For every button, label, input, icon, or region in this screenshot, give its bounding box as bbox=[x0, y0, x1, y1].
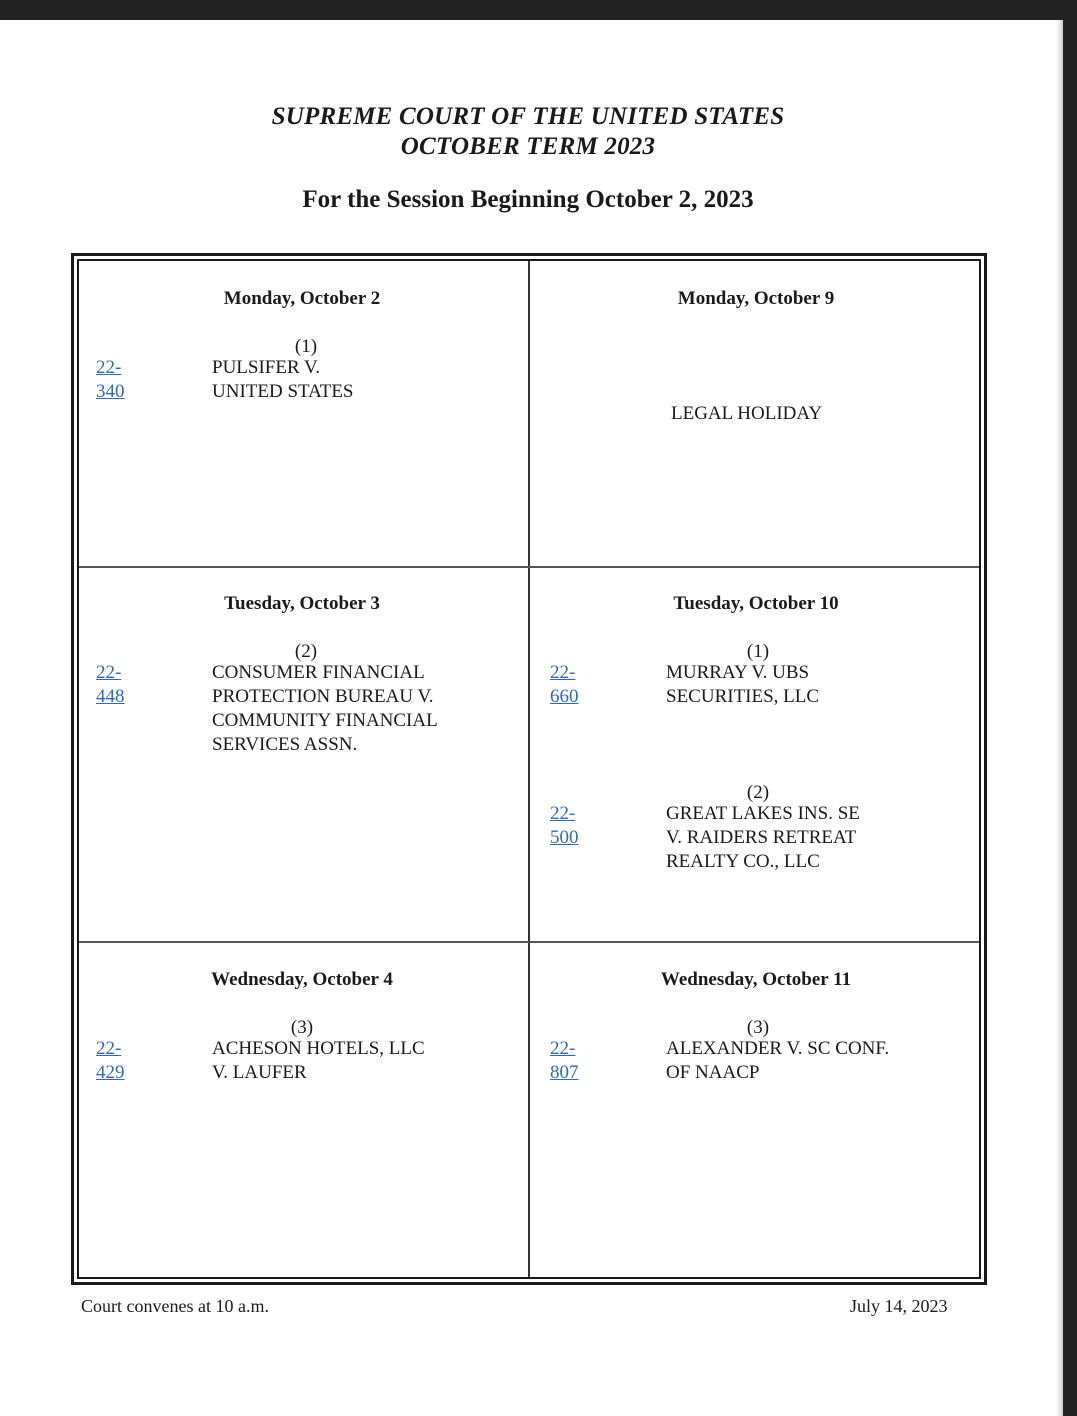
docket-link-22-429[interactable]: 22-429 bbox=[96, 1038, 125, 1083]
row-divider-2 bbox=[79, 941, 979, 943]
day-heading-mon-oct9: Monday, October 9 bbox=[677, 288, 835, 309]
column-divider bbox=[528, 261, 530, 1277]
day-heading-mon-oct2: Monday, October 2 bbox=[223, 288, 381, 309]
convene-time-note: Court convenes at 10 a.m. bbox=[81, 1296, 269, 1316]
docket-link-22-807[interactable]: 22-807 bbox=[550, 1038, 579, 1083]
viewer-top-bar bbox=[0, 0, 1077, 20]
docket-link-22-448[interactable]: 22-448 bbox=[96, 662, 125, 707]
court-title: SUPREME COURT OF THE UNITED STATES bbox=[271, 103, 785, 130]
publication-date: July 14, 2023 bbox=[850, 1296, 948, 1316]
argument-order: (1) bbox=[746, 641, 770, 662]
docket-link-22-660[interactable]: 22-660 bbox=[550, 662, 579, 707]
docket-link-22-340[interactable]: 22-340 bbox=[96, 357, 125, 402]
day-heading-wed-oct4: Wednesday, October 4 bbox=[211, 969, 393, 990]
argument-order: (3) bbox=[746, 1017, 770, 1038]
day-heading-wed-oct11: Wednesday, October 11 bbox=[660, 969, 852, 990]
case-name: PULSIFER V. UNITED STATES bbox=[212, 357, 354, 400]
argument-order: (2) bbox=[294, 641, 318, 662]
day-heading-tue-oct3: Tuesday, October 3 bbox=[224, 593, 380, 614]
argument-order: (3) bbox=[290, 1017, 314, 1038]
viewer-scrollbar[interactable] bbox=[1063, 0, 1077, 1416]
case-name: MURRAY V. UBS SECURITIES, LLC bbox=[666, 662, 820, 707]
legal-holiday-note: LEGAL HOLIDAY bbox=[671, 403, 823, 424]
day-heading-tue-oct10: Tuesday, October 10 bbox=[673, 593, 839, 614]
session-title: For the Session Beginning October 2, 2023 bbox=[302, 186, 754, 213]
case-name: GREAT LAKES INS. SE V. RAIDERS RETREAT REALTY CO., LLC bbox=[666, 803, 860, 872]
argument-order: (1) bbox=[294, 336, 318, 357]
case-name: ACHESON HOTELS, LLC V. LAUFER bbox=[212, 1038, 425, 1083]
term-title: OCTOBER TERM 2023 bbox=[400, 133, 656, 160]
case-name: CONSUMER FINANCIAL PROTECTION BUREAU V. COMMUNITY FINANCIAL SERVICES ASSN. bbox=[212, 662, 438, 755]
docket-link-22-500[interactable]: 22-500 bbox=[550, 803, 579, 848]
page-shadow bbox=[1056, 20, 1063, 1416]
argument-order: (2) bbox=[746, 782, 770, 803]
case-name: ALEXANDER V. SC CONF. OF NAACP bbox=[666, 1038, 890, 1083]
row-divider-1 bbox=[79, 566, 979, 568]
